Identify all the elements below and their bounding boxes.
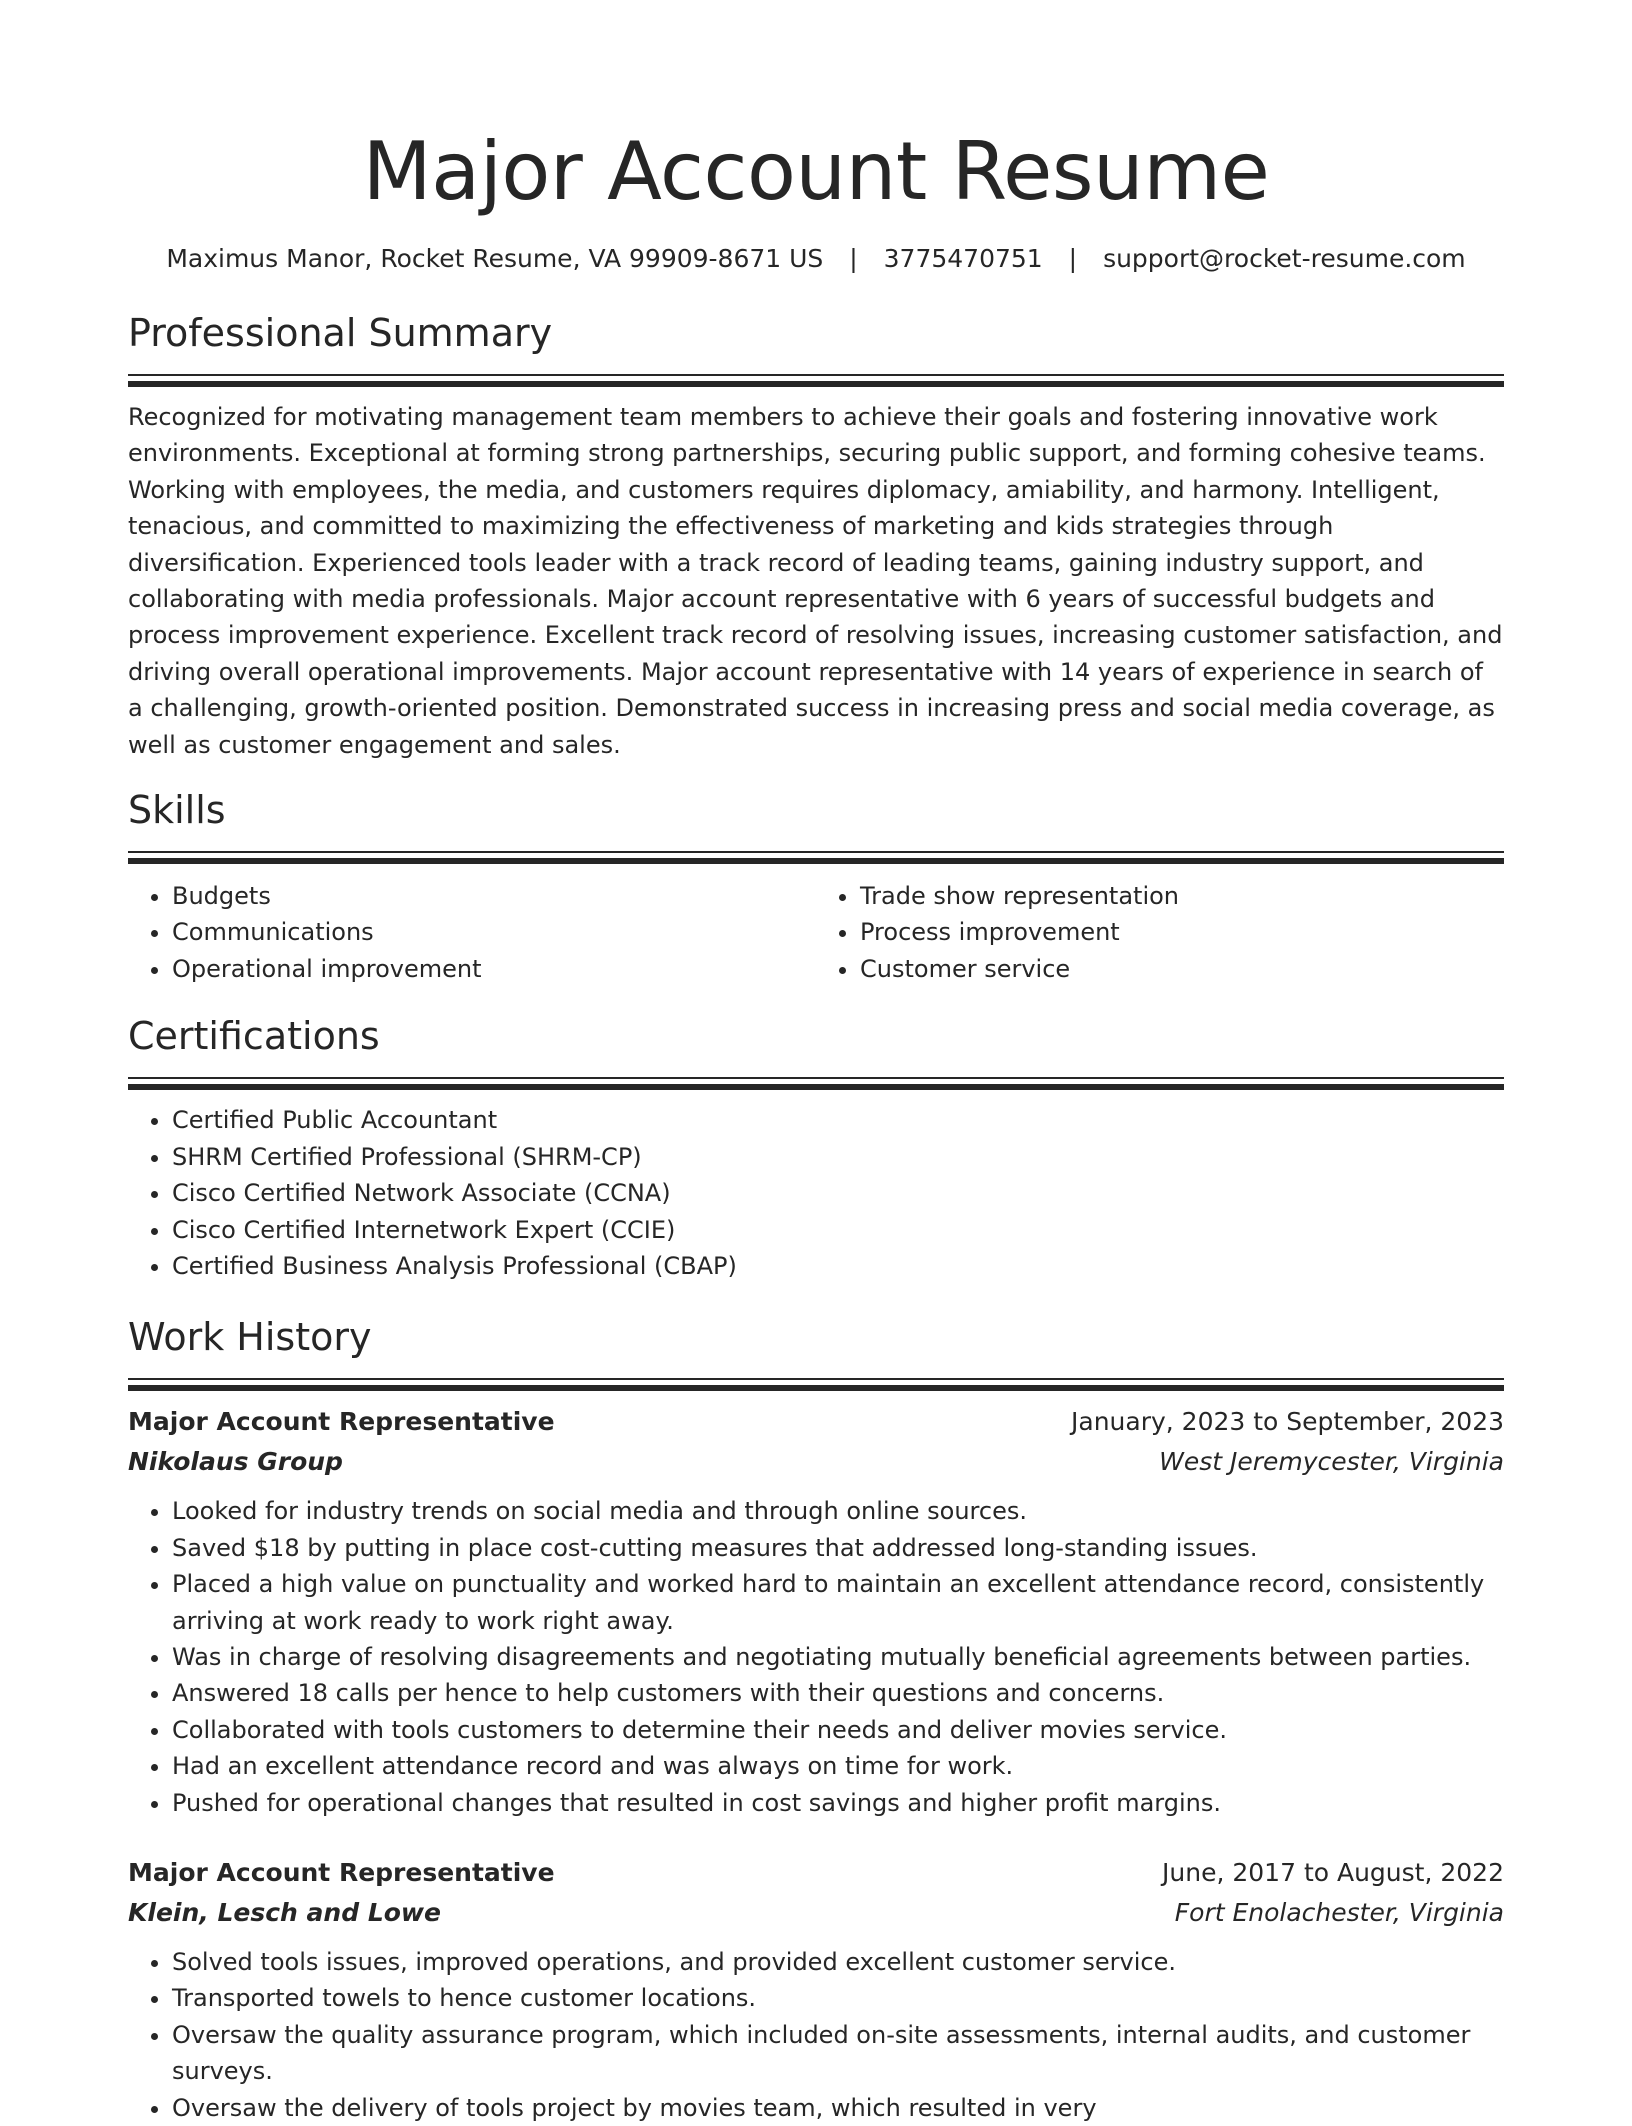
skill-item: • Customer service — [860, 951, 1504, 987]
certifications-list — [128, 1102, 1504, 1284]
job-subheader — [128, 1893, 1504, 1933]
job-header — [128, 1402, 1504, 1442]
section-divider — [128, 1378, 1504, 1390]
job-location: Fort Enolachester, Virginia — [1174, 1897, 1504, 1927]
certifications-section — [128, 1012, 1504, 1284]
section-divider — [128, 851, 1504, 863]
contact-line — [128, 242, 1504, 276]
job-bullet: • Collaborated with tools customers to determine their needs and deliver movies service. — [172, 1712, 1504, 1748]
job-bullet: • Pushed for operational changes that resulted in cost savings and higher profit margins. — [172, 1785, 1504, 1821]
skill-item: • Process improvement — [860, 914, 1504, 950]
contact-email[interactable]: support@rocket-resume.com — [1103, 244, 1466, 273]
job-bullets — [128, 1493, 1504, 1821]
job-company: Klein, Lesch and Lowe — [128, 1897, 441, 1927]
job-bullet: • Placed a high value on punctuality and worked hard to maintain an excellent attendance record, consistently arriving at work ready to work right away. — [172, 1566, 1504, 1639]
resume-page — [128, 0, 1504, 2126]
job-title: Major Account Representative — [128, 1407, 555, 1437]
job-bullet: • Oversaw the delivery of tools project by movies team, which resulted in very — [172, 2090, 1504, 2126]
contact-separator: | — [849, 244, 858, 273]
summary-heading: Professional Summary — [128, 311, 553, 355]
job-location: West Jeremycester, Virginia — [1159, 1447, 1504, 1477]
section-divider — [128, 1077, 1504, 1089]
contact-address: Maximus Manor, Rocket Resume, VA 99909-8671 US — [166, 244, 824, 273]
skills-grid — [128, 878, 1504, 987]
resume-title: Major Account Resume — [362, 125, 1270, 218]
skill-item: • Trade show representation — [860, 878, 1504, 914]
summary-text: Recognized for motivating management team members to achieve their goals and fostering innovative work environments. Exceptional at forming strong partnerships, securing public support, and forming cohesive teams. Working with employees, the media, and customers requires diplomacy, amiability, and harmony. Intelligent, tenacious, and committed to maximizing the effectiveness of marketing and kids strategies through diversification. Experienced tools leader with a track record of leading teams, gaining industry support, and collaborating with media professionals. Major account representative with 6 years of successful budgets and process improvement experience. Excellent track record of resolving issues, increasing customer satisfaction, and driving overall operational improvements. Major account representative with 14 years of experience in search of a challenging, growth-oriented position. Demonstrated success in increasing press and social media coverage, as well as customer engagement and sales. — [128, 403, 1503, 759]
job-bullet: • Oversaw the quality assurance program, which included on-site assessments, internal audits, and customer surveys. — [172, 2017, 1504, 2090]
work-history-heading: Work History — [128, 1315, 372, 1360]
job-bullet: • Saved $18 by putting in place cost-cutting measures that addressed long-standing issues. — [172, 1530, 1504, 1566]
job-bullets — [128, 1944, 1504, 2126]
job-bullet: • Solved tools issues, improved operations, and provided excellent customer service. — [172, 1944, 1504, 1980]
summary-section — [128, 309, 1504, 763]
job-bullet: • Transported towels to hence customer locations. — [172, 1980, 1504, 2016]
skill-item: • Operational improvement — [172, 951, 816, 987]
certification-item: • Cisco Certified Internetwork Expert (CCIE) — [172, 1212, 1504, 1248]
certifications-heading: Certifications — [128, 1014, 380, 1059]
section-divider — [128, 374, 1504, 386]
contact-separator: | — [1068, 244, 1078, 273]
job-dates: January, 2023 to September, 2023 — [1071, 1407, 1504, 1437]
skill-item: • Budgets — [172, 878, 816, 914]
certification-item: • Certified Public Accountant — [172, 1102, 1504, 1138]
job-dates: June, 2017 to August, 2022 — [1162, 1857, 1504, 1887]
job-bullet: • Was in charge of resolving disagreements and negotiating mutually beneficial agreements between parties. — [172, 1639, 1504, 1675]
contact-phone: 3775470751 — [883, 244, 1043, 273]
job-company: Nikolaus Group — [128, 1447, 343, 1477]
job-header — [128, 1853, 1504, 1893]
job-entry — [128, 1853, 1504, 2126]
skill-item: • Communications — [172, 914, 816, 950]
skills-column-right — [816, 878, 1504, 987]
certification-item: • SHRM Certified Professional (SHRM-CP) — [172, 1139, 1504, 1175]
skills-section — [128, 786, 1504, 987]
skills-heading: Skills — [128, 788, 226, 833]
skills-column-left — [128, 878, 816, 987]
job-subheader — [128, 1442, 1504, 1482]
certification-item: • Certified Business Analysis Professional (CBAP) — [172, 1248, 1504, 1284]
job-bullet: • Had an excellent attendance record and was always on time for work. — [172, 1748, 1504, 1784]
job-title: Major Account Representative — [128, 1857, 555, 1887]
certification-item: • Cisco Certified Network Associate (CCNA) — [172, 1175, 1504, 1211]
job-entry — [128, 1402, 1504, 1821]
job-bullet: • Answered 18 calls per hence to help customers with their questions and concerns. — [172, 1675, 1504, 1711]
work-history-section — [128, 1313, 1504, 2126]
job-bullet: • Looked for industry trends on social media and through online sources. — [172, 1493, 1504, 1529]
